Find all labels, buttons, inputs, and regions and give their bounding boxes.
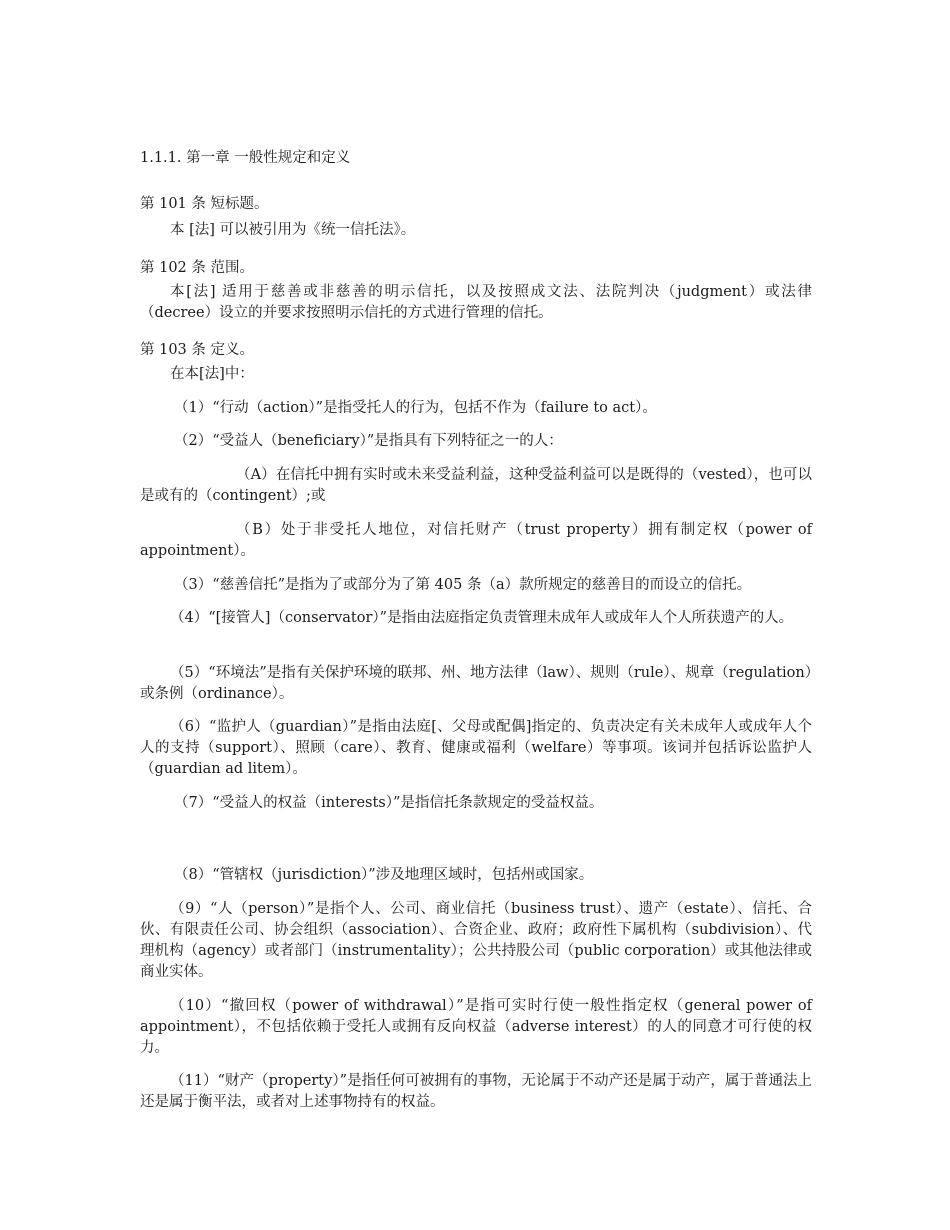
definition-2: （2）“受益人（beneficiary）”是指具有下列特征之一的人： <box>174 433 563 449</box>
section-102-body: 本[法] 适用于慈善或非慈善的明示信托，以及按照成文法、法院判决（judgment）或法律（decree）设立的并要求按照明示信托的方式进行管理的信托。 <box>140 284 812 321</box>
section-101-body: 本 [法] 可以被引用为《统一信托法》。 <box>170 222 416 238</box>
section-101-title: 第 101 条 短标题。 <box>140 196 269 212</box>
section-103-title: 第 103 条 定义。 <box>140 342 255 358</box>
definition-8: （8）“管辖权（jurisdiction）”涉及地理区域时，包括州或国家。 <box>174 867 594 883</box>
definition-6: （6）“监护人（guardian）”是指由法庭[、父母或配偶]指定的、负责决定有关未成年人或成年人个人的支持（support）、照顾（care）、教育、健康或福利（welfare）等事项。该词并包括诉讼监护人（guardian ad litem）。 <box>140 719 812 777</box>
section-103-intro: 在本[法]中： <box>170 366 254 382</box>
section-102-title: 第 102 条 范围。 <box>140 260 255 276</box>
definition-5: （5）“环境法”是指有关保护环境的联邦、州、地方法律（law）、规则（rule）、规章（regulation）或条例（ordinance）。 <box>140 665 812 702</box>
definition-10: （10）“撤回权（power of withdrawal）”是指可实时行使一般性指定权（general power of appointment），不包括依赖于受托人或拥有反向权益（adverse interest）的人的同意才可行使的权力。 <box>140 998 812 1056</box>
definition-4: （4）“[接管人]（conservator）”是指由法庭指定负责管理未成年人或成年人个人所获遗产的人。 <box>170 610 794 626</box>
chapter-heading: 1.1.1. 第一章 一般性规定和定义 <box>140 150 351 166</box>
definition-2b: （B）处于非受托人地位，对信托财产（trust property）拥有制定权（power of appointment）。 <box>140 522 812 559</box>
definition-1: （1）“行动（action）”是指受托人的行为，包括不作为（failure to act）。 <box>174 400 657 416</box>
definition-2a: （A）在信托中拥有实时或未来受益利益，这种受益利益可以是既得的（vested），也可以是或有的（contingent）;或 <box>140 467 812 504</box>
definition-9: （9）“人（person）”是指个人、公司、商业信托（business trust）、遗产（estate）、信托、合伙、有限责任公司、协会组织（association）、合资企业、政府；政府性下属机构（subdivision）、代理机构（agency）或者部门（instrumentality）；公共持股公司（public corporation）或其他法律或商业实体。 <box>140 901 812 980</box>
definition-7: （7）“受益人的权益（interests）”是指信托条款规定的受益权益。 <box>174 795 604 811</box>
definition-3: （3）“慈善信托”是指为了或部分为了第 405 条（a）款所规定的慈善目的而设立的信托。 <box>174 577 752 593</box>
definition-11: （11）“财产（property）”是指任何可被拥有的事物，无论属于不动产还是属于动产，属于普通法上还是属于衡平法，或者对上述事物持有的权益。 <box>140 1073 812 1110</box>
